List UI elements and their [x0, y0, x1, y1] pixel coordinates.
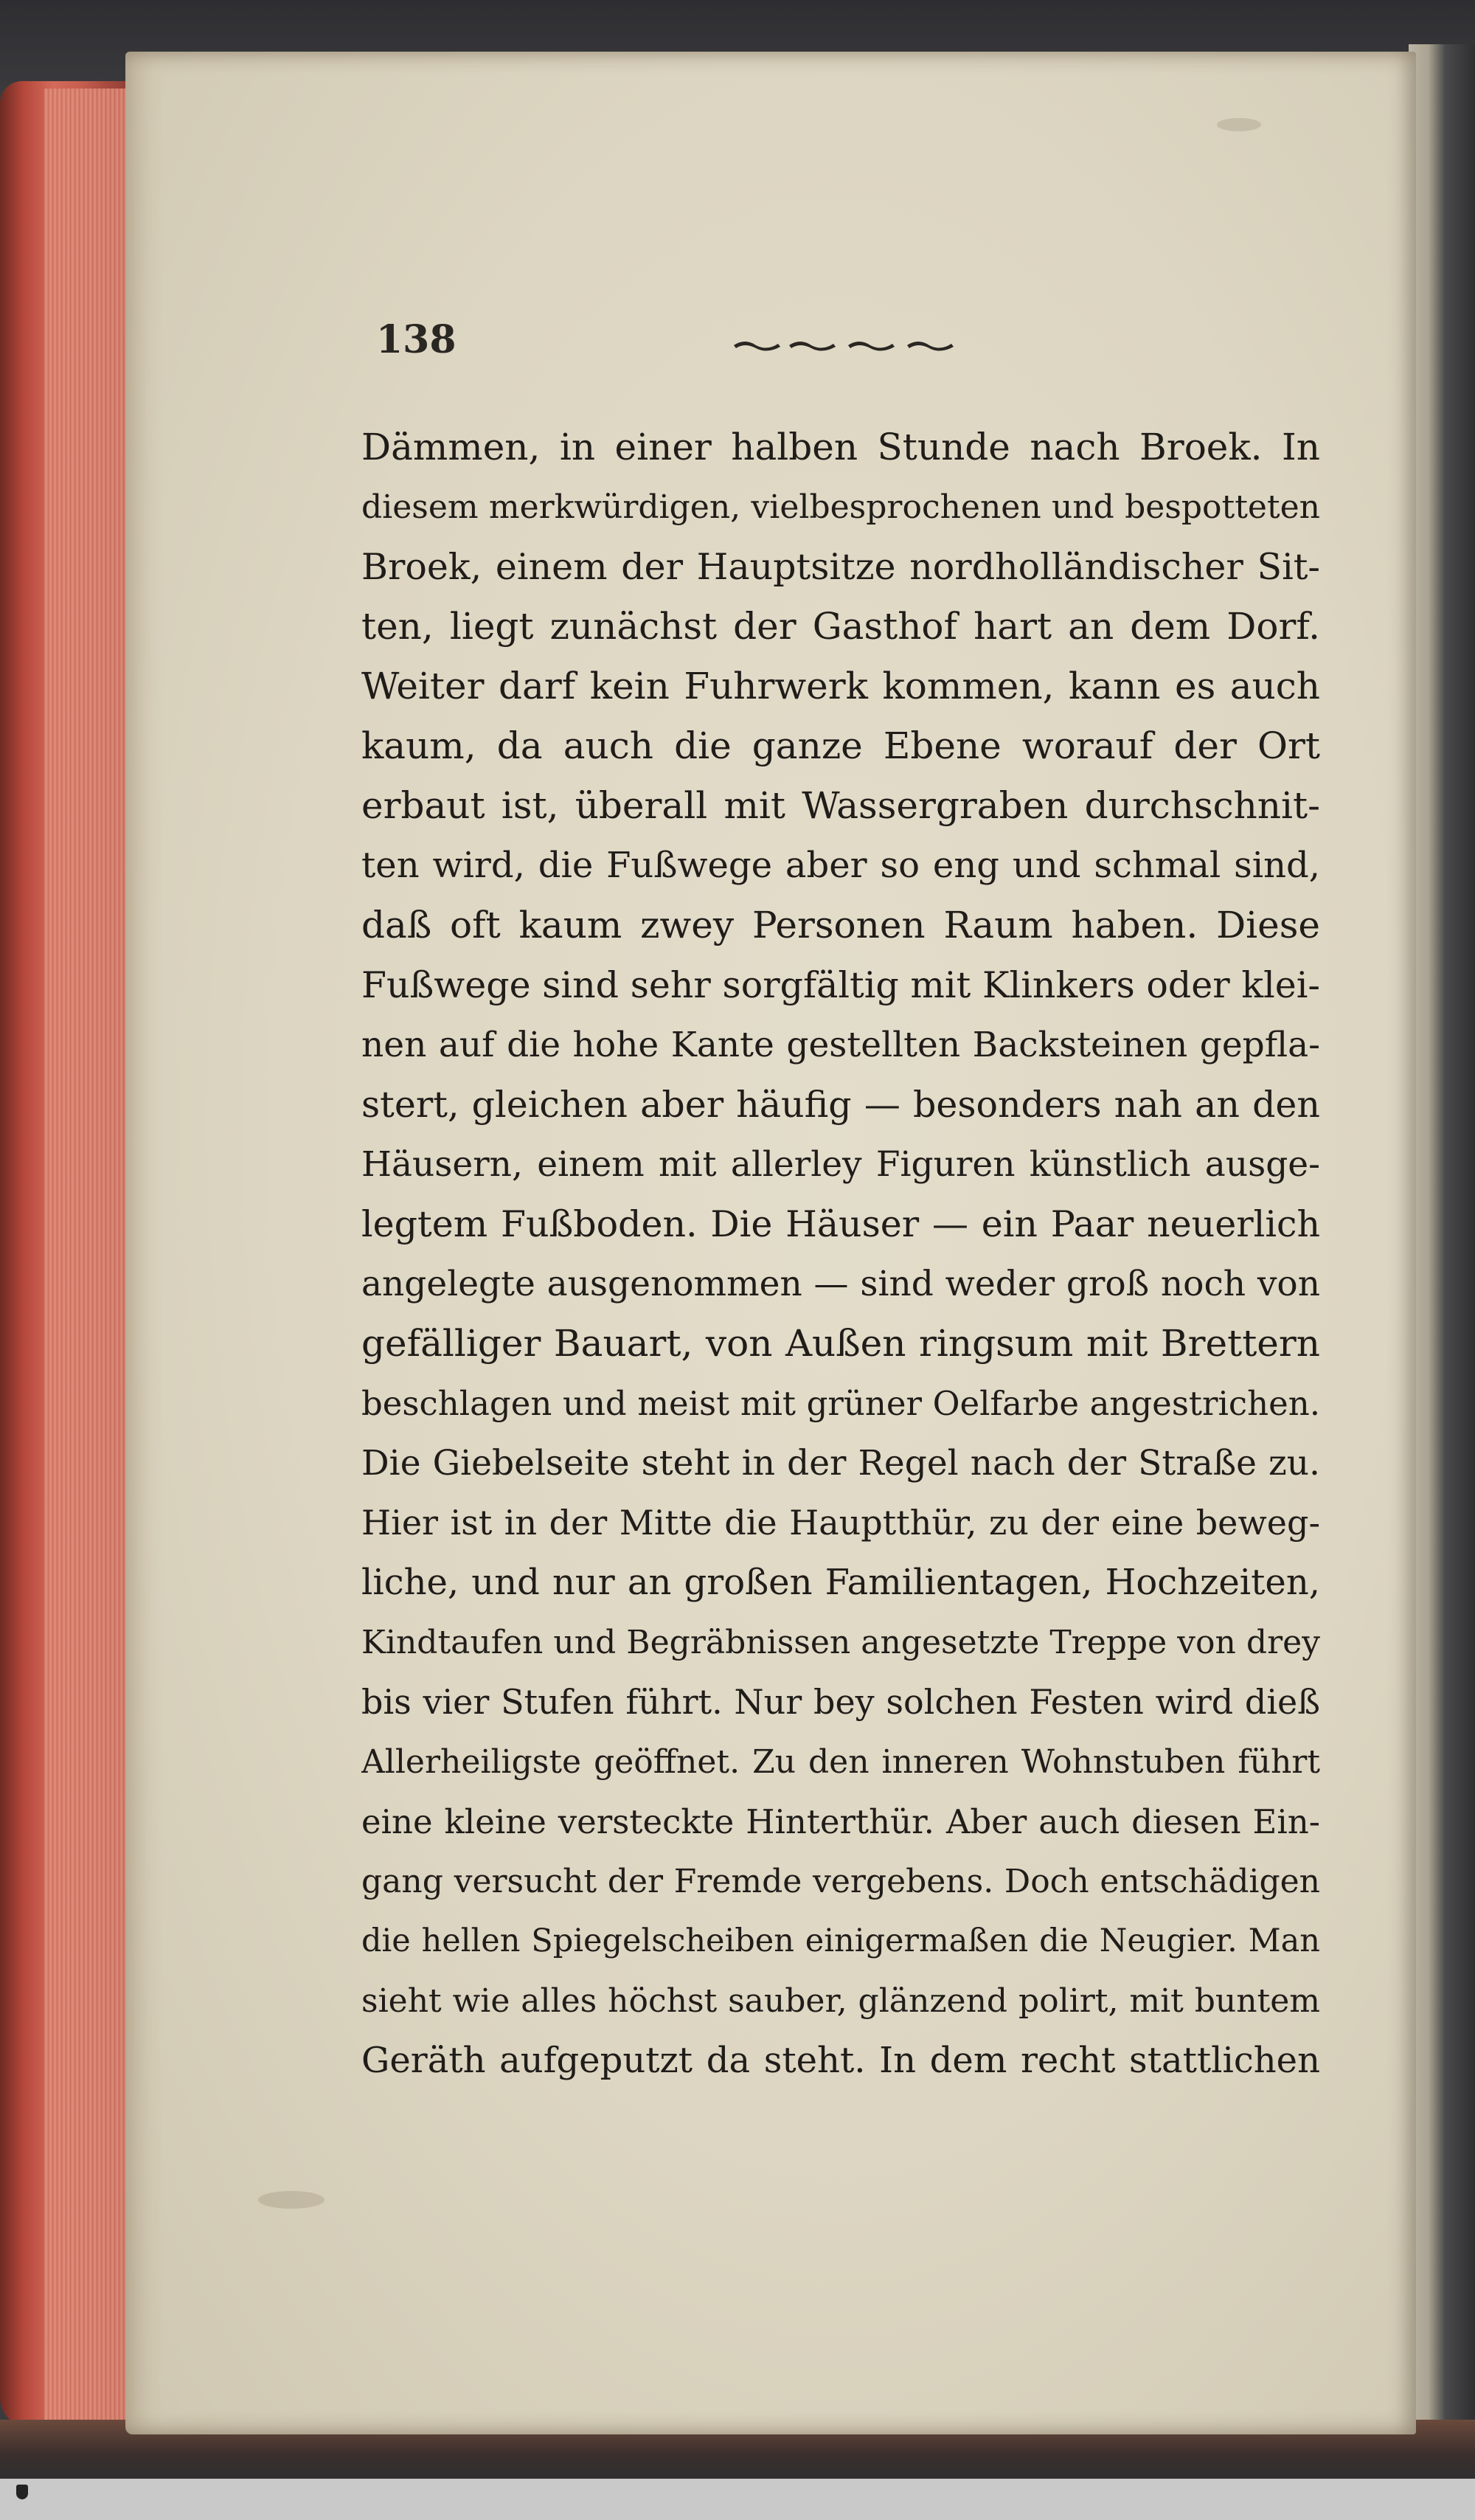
text-line: kaum, da auch die ganze Ebene worauf der Ort	[361, 724, 1320, 767]
text-line: bis vier Stufen führt. Nur bey solchen Festen wird dieß	[361, 1682, 1320, 1722]
text-line: Die Giebelseite steht in der Regel nach der Straße zu.	[361, 1443, 1320, 1484]
text-line: daß oft kaum zwey Personen Raum haben. Diese	[361, 904, 1320, 946]
text-line: Häusern, einem mit allerley Figuren künstlich ausge-	[361, 1144, 1320, 1185]
text-line: ten wird, die Fußwege aber so eng und schmal sind,	[361, 845, 1320, 886]
text-line: Dämmen, in einer halben Stunde nach Broek. In	[361, 426, 1320, 468]
page-stack-left	[44, 89, 133, 2427]
text-line: Kindtaufen und Begräbnissen angesetzte Treppe von drey	[361, 1624, 1320, 1661]
text-line: gang versucht der Fremde vergebens. Doch entschädigen	[361, 1863, 1320, 1900]
text-line: Allerheiligste geöffnet. Zu den inneren Wohnstuben führt	[361, 1743, 1320, 1781]
text-line: nen auf die hohe Kante gestellten Backsteinen gepfla-	[361, 1025, 1320, 1065]
text-line: diesem merkwürdigen, vielbesprochenen und bespotteten	[361, 488, 1320, 526]
text-line: erbaut ist, überall mit Wassergraben durchschnit-	[361, 784, 1320, 827]
text-line: gefälliger Bauart, von Außen ringsum mit Brettern	[361, 1322, 1320, 1365]
text-line: sieht wie alles höchst sauber, glänzend polirt, mit buntem	[361, 1982, 1320, 2020]
book-edge-right	[1409, 44, 1475, 2449]
text-line: Fußwege sind sehr sorgfältig mit Klinkers oder klei-	[361, 964, 1320, 1006]
text-line: liche, und nur an großen Familientagen, Hochzeiten,	[361, 1562, 1320, 1603]
text-line: die hellen Spiegelscheiben einigermaßen die Neugier. Man	[361, 1922, 1320, 1959]
ornament-rule	[730, 333, 959, 356]
text-line: eine kleine versteckte Hinterthür. Aber auch diesen Ein-	[361, 1802, 1320, 1841]
text-line: Broek, einem der Hauptsitze nordholländischer Sit-	[361, 546, 1320, 588]
text-line: Geräth aufgeputzt da steht. In dem recht stattlichen	[361, 2040, 1320, 2081]
paper-stain	[1217, 118, 1261, 131]
text-line: Weiter darf kein Fuhrwerk kommen, kann es auch	[361, 665, 1320, 707]
viewer-footer-bar	[0, 2479, 1475, 2520]
page-number: 138	[376, 317, 457, 362]
text-line: angelegte ausgenommen — sind weder groß noch von	[361, 1264, 1320, 1304]
text-line: ten, liegt zunächst der Gasthof hart an dem Dorf.	[361, 605, 1320, 648]
text-line: beschlagen und meist mit grüner Oelfarbe angestrichen.	[361, 1384, 1320, 1423]
text-line: Hier ist in der Mitte die Hauptthür, zu der eine beweg-	[361, 1503, 1320, 1543]
text-line: legtem Fußboden. Die Häuser — ein Paar neuerlich	[361, 1203, 1320, 1245]
ornament-glyphs	[734, 342, 954, 351]
body-text	[361, 418, 1320, 2091]
text-line: stert, gleichen aber häufig — besonders nah an den	[361, 1084, 1320, 1126]
paper-stain	[258, 2191, 324, 2209]
library-logo-icon	[7, 2485, 37, 2514]
